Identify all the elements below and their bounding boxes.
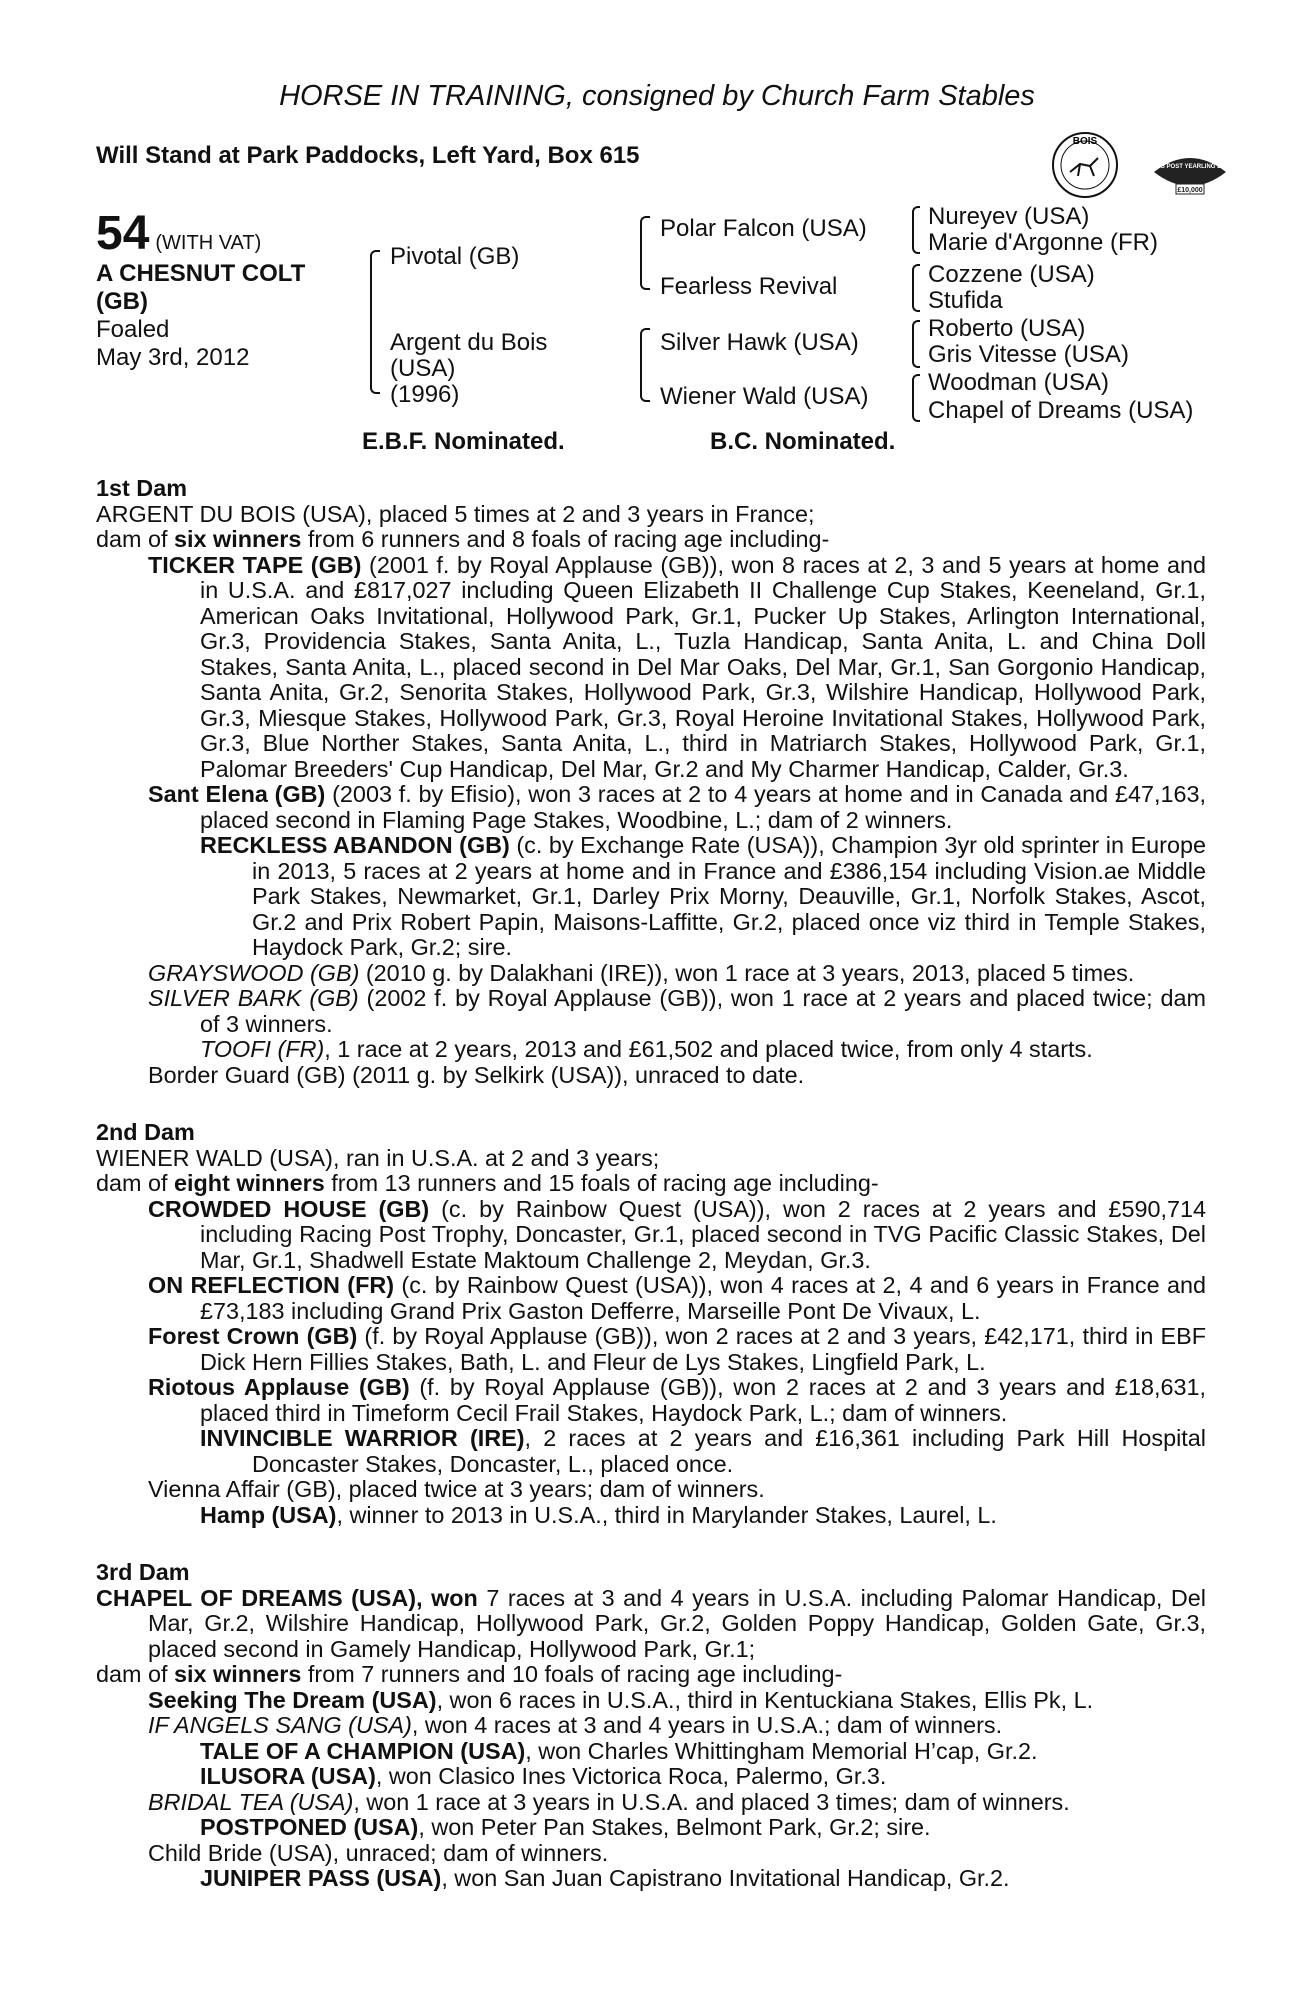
pedigree-dam-name: Argent du Bois	[390, 329, 548, 356]
lot-desc-line2: (GB)	[96, 288, 148, 315]
foaled-date: May 3rd, 2012	[96, 344, 250, 371]
second-dam-summary: dam of eight winners from 13 runners and 15 foals of racing age including-	[96, 1170, 879, 1196]
bc-nominated: B.C. Nominated.	[710, 428, 896, 455]
progeny-entry: ON REFLECTION (FR) (c. by Rainbow Quest (USA)), won 4 races at 2, 4 and 6 years in France and £73,183 including Grand Prix Gaston Defferre, Marseille Pont De Vivaux, L.	[148, 1272, 1206, 1324]
pedigree-g3-1: Nureyev (USA)	[928, 203, 1090, 230]
pedigree-brace	[912, 374, 920, 422]
progeny-entry: JUNIPER PASS (USA), won San Juan Capistrano Invitational Handicap, Gr.2.	[200, 1865, 1010, 1891]
page-heading: HORSE IN TRAINING, consigned by Church Farm Stables	[279, 80, 1035, 112]
progeny-entry: INVINCIBLE WARRIOR (IRE), 2 races at 2 years and £16,361 including Park Hill Hospital Doncaster Stakes, Doncaster, L., placed once.	[200, 1425, 1206, 1477]
progeny-entry: Forest Crown (GB) (f. by Royal Applause (GB)), won 2 races at 2 and 3 years, £42,171, third in EBF Dick Hern Fillies Stakes, Bath, L. and Fleur de Lys Stakes, Lingfield Park, L.	[148, 1323, 1206, 1375]
pedigree-brace	[640, 328, 650, 402]
first-dam-intro: ARGENT DU BOIS (USA), placed 5 times at 2 and 3 years in France;	[96, 500, 815, 527]
pedigree-dam-sire: Silver Hawk (USA)	[660, 329, 859, 356]
pedigree-brace	[912, 206, 920, 254]
progeny-entry: Hamp (USA), winner to 2013 in U.S.A., third in Marylander Stakes, Laurel, L.	[200, 1501, 997, 1528]
pedigree-sire: Pivotal (GB)	[390, 243, 520, 270]
bois-logo-icon	[1050, 130, 1120, 200]
first-dam-title: 1st Dam	[96, 475, 188, 501]
racing-post-logo-text: RACING POST YEARLING BONUS	[1141, 164, 1239, 170]
progeny-entry: TALE OF A CHAMPION (USA), won Charles Whittingham Memorial H’cap, Gr.2.	[200, 1737, 1038, 1764]
lot-number	[96, 206, 261, 261]
second-dam-title: 2nd Dam	[96, 1119, 195, 1145]
pedigree-brace	[640, 216, 650, 290]
pedigree-brace	[912, 320, 920, 368]
racing-post-bonus-amount: £10,000	[1177, 187, 1203, 194]
produce-record	[96, 476, 1206, 1892]
progeny-entry: SILVER BARK (GB) (2002 f. by Royal Applause (GB)), won 1 race at 2 years and placed twice; dam of 3 winners.	[148, 985, 1207, 1037]
progeny-entry: TOOFI (FR), 1 race at 2 years, 2013 and £61,502 and placed twice, from only 4 starts.	[200, 1036, 1093, 1062]
pedigree-brace	[370, 250, 380, 394]
progeny-entry: ILUSORA (USA), won Clasico Ines Victorica Roca, Palermo, Gr.3.	[200, 1763, 887, 1789]
progeny-entry: POSTPONED (USA), won Peter Pan Stakes, Belmont Park, Gr.2; sire.	[200, 1814, 931, 1840]
progeny-entry: Seeking The Dream (USA), won 6 races in U.S.A., third in Kentuckiana Stakes, Ellis Pk, L.	[148, 1686, 1094, 1713]
progeny-entry: CROWDED HOUSE (GB) (c. by Rainbow Quest (USA)), won 2 races at 2 years and £590,714 including Racing Post Trophy, Doncaster, Gr.1, placed second in TVG Pacific Classic Stakes, Del Mar, Gr.1, Shadwell Estate Maktoum Challenge 2, Meydan, Gr.3.	[148, 1195, 1206, 1273]
racing-post-bonus-logo-icon	[1141, 142, 1239, 202]
third-dam-title: 3rd Dam	[96, 1559, 190, 1585]
lot-desc-line1: A CHESNUT COLT	[96, 260, 306, 287]
pedigree-dam-origin: (USA)	[390, 355, 456, 382]
pedigree-g3-6: Gris Vitesse (USA)	[928, 341, 1129, 368]
bois-logo-text: BOIS	[1072, 136, 1098, 147]
pedigree-g3-7: Woodman (USA)	[928, 369, 1109, 396]
pedigree-sire-dam: Fearless Revival	[660, 273, 838, 300]
second-dam-intro: WIENER WALD (USA), ran in U.S.A. at 2 and 3 years;	[96, 1144, 660, 1171]
lot-description	[96, 260, 305, 372]
pedigree-g3-8: Chapel of Dreams (USA)	[928, 397, 1194, 424]
pedigree-g3-2: Marie d'Argonne (FR)	[928, 229, 1158, 256]
progeny-entry: Border Guard (GB) (2011 g. by Selkirk (USA)), unraced to date.	[148, 1061, 805, 1088]
first-dam-summary: dam of six winners from 6 runners and 8 foals of racing age including-	[96, 526, 830, 552]
stand-location: Will Stand at Park Paddocks, Left Yard, Box 615	[96, 142, 640, 169]
progeny-entry: Sant Elena (GB) (2003 f. by Efisio), won 3 races at 2 to 4 years at home and in Canada and £47,163, placed second in Flaming Page Stakes, Woodbine, L.; dam of 2 winners.	[148, 781, 1206, 833]
lot-number-value: 54	[96, 207, 150, 260]
progeny-entry: BRIDAL TEA (USA), won 1 race at 3 years in U.S.A. and placed 3 times; dam of winners.	[148, 1788, 1070, 1815]
pedigree-dam	[390, 330, 547, 408]
third-dam-record: CHAPEL OF DREAMS (USA), won 7 races at 3 and 4 years in U.S.A. including Palomar Handicap, Del Mar, Gr.2, Wilshire Handicap, Hollywood Park, Gr.2, Golden Poppy Handicap, Golden Gate, Gr.3, placed second in Gamely Handicap, Hollywood Park, Gr.1;	[96, 1584, 1206, 1662]
progeny-entry: GRAYSWOOD (GB) (2010 g. by Dalakhani (IRE)), won 1 race at 3 years, 2013, placed 5 times.	[148, 959, 1135, 986]
progeny-entry: IF ANGELS SANG (USA), won 4 races at 3 and 4 years in U.S.A.; dam of winners.	[148, 1712, 1003, 1738]
progeny-entry: TICKER TAPE (GB) (2001 f. by Royal Applause (GB)), won 8 races at 2, 3 and 5 years at home and in U.S.A. and £817,027 including Queen Elizabeth II Challenge Cup Stakes, Keeneland, Gr.1, American Oaks Invitational, Hollywood Park, Gr.1, Pucker Up Stakes, Arlington International, Gr.3, Providencia Stakes, Santa Anita, L., Tuzla Handicap, Santa Anita, L. and China Doll Stakes, Santa Anita, L., placed second in Del Mar Oaks, Del Mar, Gr.1, San Gorgonio Handicap, Santa Anita, Gr.2, Senorita Stakes, Hollywood Park, Gr.3, Wilshire Handicap, Hollywood Park, Gr.3, Miesque Stakes, Hollywood Park, Gr.3, Royal Heroine Invitational Stakes, Hollywood Park, Gr.3, Blue Norther Stakes, Santa Anita, L., third in Matriarch Stakes, Hollywood Park, Gr.1, Palomar Breeders' Cup Handicap, Del Mar, Gr.2 and My Charmer Handicap, Calder, Gr.3.	[148, 551, 1206, 782]
pedigree-sire-sire: Polar Falcon (USA)	[660, 215, 867, 242]
ebf-nominated: E.B.F. Nominated.	[362, 428, 565, 455]
third-dam-summary: dam of six winners from 7 runners and 10 foals of racing age including-	[96, 1661, 843, 1687]
pedigree-g3-3: Cozzene (USA)	[928, 261, 1095, 288]
progeny-entry: Child Bride (USA), unraced; dam of winners.	[148, 1839, 609, 1866]
pedigree-dam-year: (1996)	[390, 381, 460, 408]
progeny-entry: Riotous Applause (GB) (f. by Royal Applause (GB)), won 2 races at 2 and 3 years and £18,631, placed third in Timeform Cecil Frail Stakes, Haydock Park, L.; dam of winners.	[148, 1374, 1206, 1426]
pedigree-dam-dam: Wiener Wald (USA)	[660, 383, 869, 410]
foaled-label: Foaled	[96, 316, 170, 343]
pedigree-brace	[912, 264, 920, 312]
pedigree-g3-4: Stufida	[928, 287, 1003, 314]
vat-note: (WITH VAT)	[155, 232, 262, 254]
progeny-entry: RECKLESS ABANDON (GB) (c. by Exchange Rate (USA)), Champion 3yr old sprinter in Europe in 2013, 5 races at 2 years at home and in France and £386,154 including Vision.ae Middle Park Stakes, Newmarket, Gr.1, Darley Prix Morny, Deauville, Gr.1, Norfolk Stakes, Ascot, Gr.2 and Prix Robert Papin, Maisons-Laffitte, Gr.2, placed once viz third in Temple Stakes, Haydock Park, Gr.2; sire.	[200, 832, 1206, 960]
progeny-entry: Vienna Affair (GB), placed twice at 3 years; dam of winners.	[148, 1476, 765, 1502]
pedigree-g3-5: Roberto (USA)	[928, 315, 1086, 342]
